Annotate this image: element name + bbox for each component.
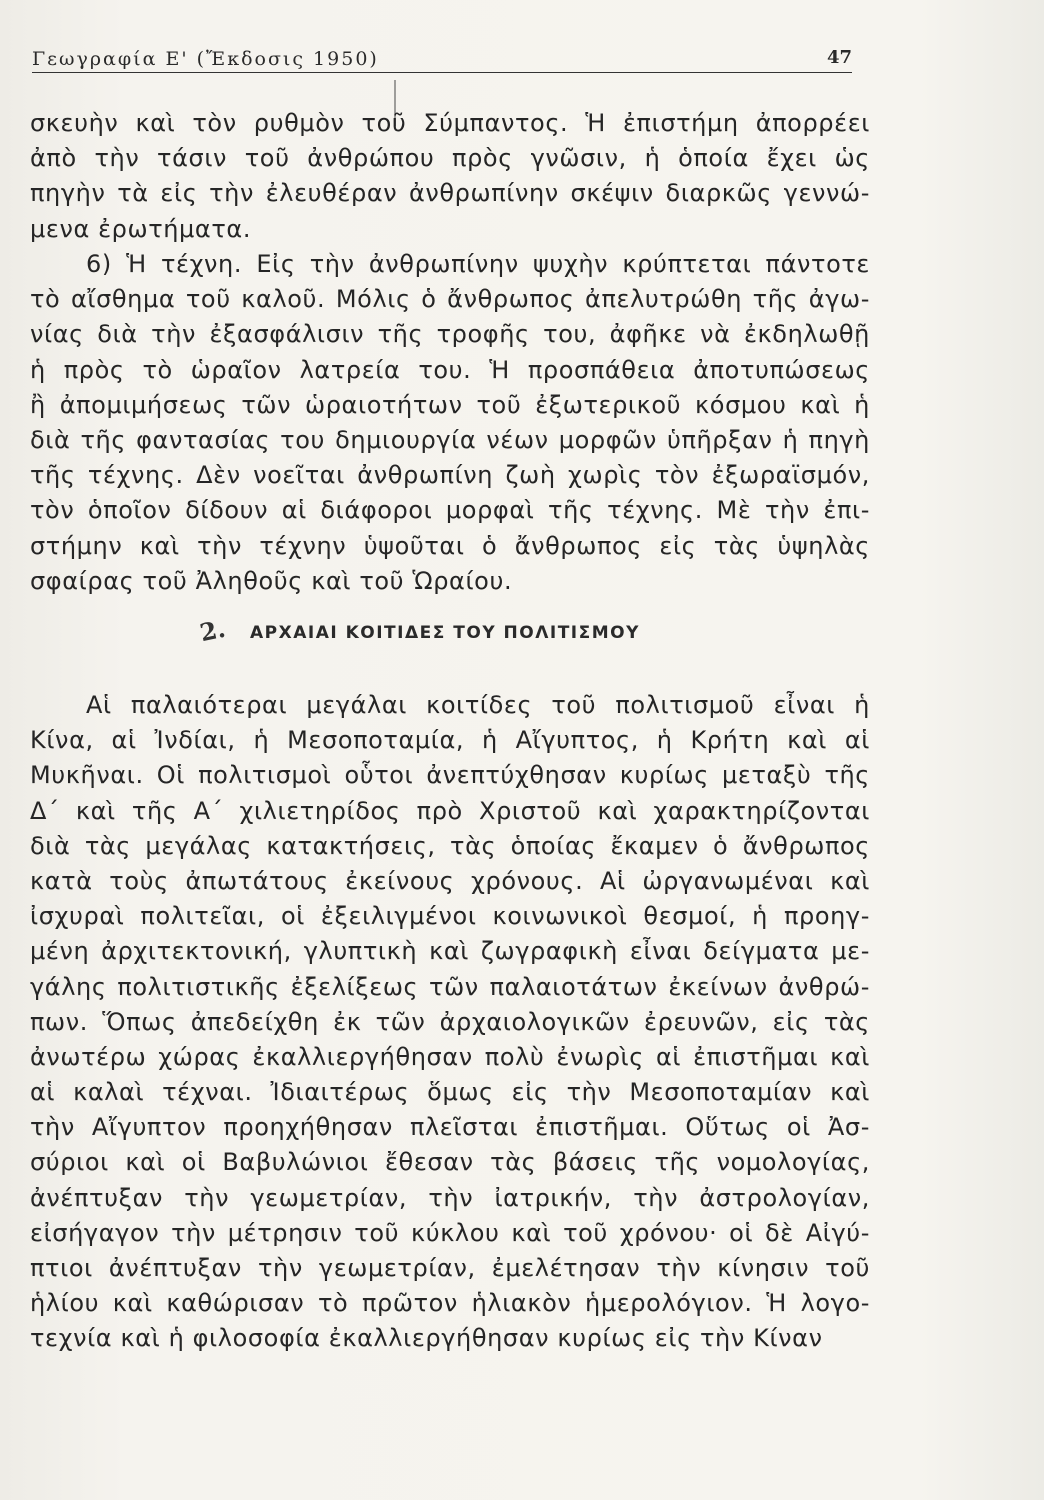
text-line: μενα ἐρωτήματα. [30,214,252,243]
section-number: 2. [197,613,228,648]
paragraph-cradles [30,688,870,1357]
text-line: αἱ καλαὶ τέχναι. Ἰδιαιτέρως ὅμως εἰς τὴν Μεσοποταμίαν καὶ [30,1078,870,1107]
text-line: ἡλίου καὶ καθώρισαν τὸ πρῶτον ἡλιακὸν ἡμερολόγιον. Ἡ λογο- [30,1289,870,1318]
text-line: σκευὴν καὶ τὸν ρυθμὸν τοῦ Σύμπαντος. Ἡ ἐπιστήμη ἀπορρέει [30,109,870,137]
running-header [32,42,852,73]
text-line: μένη ἀρχιτεκτονική, γλυπτικὴ καὶ ζωγραφικὴ εἶναι δείγματα με- [30,937,870,966]
text-line: τῆς τέχνης. Δὲν νοεῖται ἀνθρωπίνη ζωὴ χωρὶς τὸν ἐξωραϊσμόν, [30,461,870,490]
text-line: ἀνωτέρω χώρας ἐκαλλιεργήθησαν πολὺ ἐνωρὶς αἱ ἐπιστῆμαι καὶ [30,1042,870,1071]
text-line: Αἱ παλαιότεραι μεγάλαι κοιτίδες τοῦ πολιτισμοῦ εἶναι ἡ [86,691,870,719]
text-line: τὴν Αἴγυπτον προηχήθησαν πλεῖσται ἐπιστῆμαι. Οὕτως οἱ Ἀσ- [30,1113,870,1142]
text-line: Δ΄ καὶ τῆς Α΄ χιλιετηρίδος πρὸ Χριστοῦ καὶ χαρακτηρίζονται [30,796,870,825]
text-line: Κίνα, αἱ Ἰνδίαι, ἡ Μεσοποταμία, ἡ Αἴγυπτος, ἡ Κρήτη καὶ αἱ [30,726,870,755]
text-line: ἢ ἀπομιμήσεως τῶν ὡραιοτήτων τοῦ ἐξωτερικοῦ κόσμου καὶ ἡ [30,390,870,419]
text-line: διὰ τῆς φαντασίας του δημιουργία νέων μορφῶν ὑπῆρξαν ἡ πηγὴ [30,425,870,454]
text-line: πτιοι ἀνέπτυξαν τὴν γεωμετρίαν, ἐμελέτησαν τὴν κίνησιν τοῦ [30,1254,870,1282]
text-line: κατὰ τοὺς ἀπωτάτους ἐκείνους χρόνους. Αἱ ὠργανωμέναι καὶ [30,866,870,895]
paragraph-science-end [30,106,870,247]
text-line: ἡ πρὸς τὸ ὡραῖον λατρεία του. Ἡ προσπάθεια ἀποτυπώσεως [30,355,870,384]
section-heading [197,612,800,652]
text-line: πηγὴν τὰ εἰς τὴν ἐλευθέραν ἀνθρωπίνην σκέψιν διαρκῶς γεννώ- [30,179,870,208]
text-line: γάλης πολιτιστικῆς ἐξελίξεως τῶν παλαιοτάτων ἐκείνων ἀνθρώ- [30,972,870,1001]
paragraph-art [30,247,870,599]
text-line: Μυκῆναι. Οἱ πολιτισμοὶ οὗτοι ἀνεπτύχθησαν κυρίως μεταξὺ τῆς [30,761,870,790]
text-line: νίας διὰ τὴν ἐξασφάλισιν τῆς τροφῆς του, ἀφῆκε νὰ ἐκδηλωθῇ [30,320,870,349]
text-line: ἀπὸ τὴν τάσιν τοῦ ἀνθρώπου πρὸς γνῶσιν, ἡ ὁποία ἔχει ὡς [30,144,870,173]
text-line: τεχνία καὶ ἡ φιλοσοφία ἐκαλλιεργήθησαν κυρίως εἰς τὴν Κίναν [30,1324,823,1353]
text-line: 6) Ἡ τέχνη. Εἰς τὴν ἀνθρωπίνην ψυχὴν κρύπτεται πάντοτε [86,250,870,278]
text-line: σφαίρας τοῦ Ἀληθοῦς καὶ τοῦ Ὡραίου. [30,566,513,595]
text-line: ἀνέπτυξαν τὴν γεωμετρίαν, τὴν ἰατρικήν, τὴν ἀστρολογίαν, [30,1183,870,1212]
text-line: εἰσήγαγον τὴν μέτρησιν τοῦ κύκλου καὶ τοῦ χρόνου· οἱ δὲ Αἰγύ- [30,1218,870,1247]
section-title: ΑΡΧΑΙΑΙ ΚΟΙΤΙΔΕΣ ΤΟΥ ΠΟΛΙΤΙΣΜΟΥ [250,623,640,643]
text-line: διὰ τὰς μεγάλας κατακτήσεις, τὰς ὁποίας ἔκαμεν ὁ ἄνθρωπος [30,831,870,860]
page-number: 47 [826,47,852,68]
text-line: τὸ αἴσθημα τοῦ καλοῦ. Μόλις ὁ ἄνθρωπος ἀπελυτρώθη τῆς ἀγω- [30,285,870,314]
running-title: Γεωγραφία Ε' (Ἔκδοσις 1950) [32,48,379,70]
text-line: πων. Ὅπως ἀπεδείχθη ἐκ τῶν ἀρχαιολογικῶν ἐρευνῶν, εἰς τὰς [30,1007,870,1036]
text-line: στήμην καὶ τὴν τέχνην ὑψοῦται ὁ ἄνθρωπος εἰς τὰς ὑψηλὰς [30,531,870,560]
text-line: τὸν ὁποῖον δίδουν αἱ διάφοροι μορφαὶ τῆς τέχνης. Μὲ τὴν ἐπι- [30,496,870,525]
text-line: σύριοι καὶ οἱ Βαβυλώνιοι ἔθεσαν τὰς βάσεις τῆς νομολογίας, [30,1148,870,1177]
text-line: ἰσχυραὶ πολιτεῖαι, οἱ ἐξειλιγμένοι κοινωνικοὶ θεσμοί, ἡ προηγ- [30,902,870,931]
